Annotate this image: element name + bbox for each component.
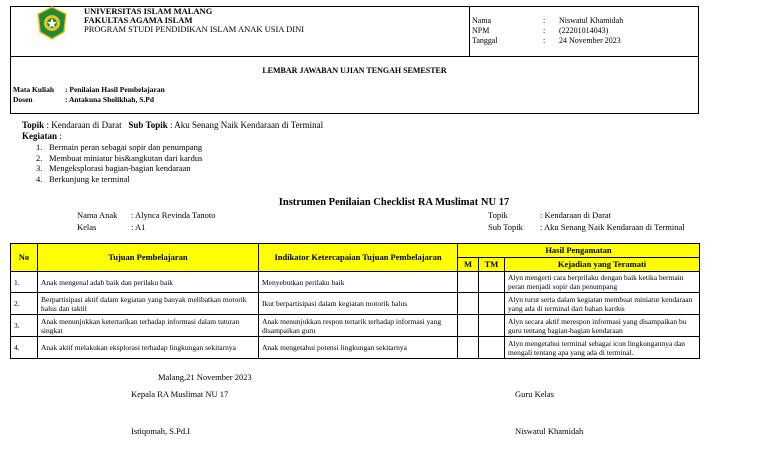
list-item — [36, 163, 202, 174]
kelas-label: Kelas — [77, 222, 97, 232]
col-m-header: M — [458, 258, 479, 272]
kegiatan-num: 1. — [36, 142, 43, 152]
kegiatan-list — [36, 142, 202, 184]
cell-m — [458, 272, 479, 293]
kegiatan-label: Kegiatan — [22, 131, 57, 141]
topik-value: : Kendaraan di Darat — [46, 120, 122, 130]
col-indikator-header: Indikator Ketercapaian Tujuan Pembelajaran — [259, 244, 458, 272]
topic-line — [22, 120, 323, 130]
cell-m — [458, 315, 479, 337]
university-name: UNIVERSITAS ISLAM MALANG — [84, 6, 213, 16]
student-npm-sep: : — [543, 26, 546, 35]
table-row — [11, 272, 700, 293]
col-kejadian-header: Kejadian yang Teramati — [505, 258, 700, 272]
student-name-value: Niswatul Khamidah — [559, 16, 624, 25]
student-npm-value: (22201014043) — [559, 26, 609, 35]
cell-tm — [479, 272, 505, 293]
lecturer-label: Dosen — [13, 95, 33, 104]
left-signer-title: Kepala RA Muslimat NU 17 — [131, 389, 229, 399]
student-name-sep: : — [543, 16, 546, 25]
lecturer-value: : Antakuna Sholikhah, S.Pd — [65, 95, 155, 104]
cell-indikator: Ikut berpartisipasi dalam kegiatan motorik halus — [259, 293, 458, 315]
observation-table — [10, 243, 700, 359]
list-item — [36, 174, 202, 185]
kelas-value: : A1 — [131, 222, 146, 232]
course-value: : Penilaian Hasil Pembelajaran — [65, 85, 165, 94]
kegiatan-num: 2. — [36, 152, 43, 163]
kegiatan-text: Berkunjung ke terminal — [49, 173, 130, 184]
kegiatan-text: Mengeksplorasi bagian-bagian kendaraan — [49, 163, 191, 173]
sheet-title: LEMBAR JAWABAN UJIAN TENGAH SEMESTER — [262, 66, 447, 75]
kegiatan-sep: : — [59, 131, 62, 141]
cell-tm — [479, 337, 505, 359]
cell-tujuan: Anak menunjukkan ketertarikan terhadap informasi dalam tuturan singkat — [38, 315, 259, 337]
table-row — [11, 293, 700, 315]
header-divider-vertical — [469, 7, 470, 56]
instrument-title: Instrumen Penilaian Checklist RA Muslimat NU 17 — [278, 197, 510, 208]
cell-indikator: Anak mengetahui potensi lingkungan sekitarnya — [259, 337, 458, 359]
left-signer-name: Istiqomah, S.Pd.I — [131, 426, 191, 436]
student-date-sep: : — [543, 36, 546, 45]
table-header-row — [11, 244, 700, 258]
right-signer-name: Niswatul Khamidah — [515, 426, 584, 436]
nama-anak-value: : Alynca Revinda Tanoto — [131, 210, 216, 220]
col-no-header: No — [11, 244, 38, 272]
program-name: PROGRAM STUDI PENDIDIKAN ISLAM ANAK USIA DINI — [84, 24, 305, 34]
right-signer-title: Guru Kelas — [515, 389, 554, 399]
cell-tujuan: Anak mengenal adab baik dan perilaku baik — [38, 272, 259, 293]
student-name-label: Nama — [472, 16, 492, 25]
cell-m — [458, 293, 479, 315]
subtopik-value: : Aku Senang Naik Kendaraan di Terminal — [169, 120, 324, 130]
cell-kejadian: Alyn mengerti cara berprilaku dengan baik ketika bermain peran menjadi sopir dan penumpang — [505, 272, 700, 293]
nama-anak-label: Nama Anak — [77, 210, 118, 220]
cell-kejadian: Alyn secara aktif merespon informasi yang disampaikan bu guru tentang bagian-bagian kendaraan — [505, 315, 700, 337]
table-row — [11, 315, 700, 337]
student-date-value: 24 November 2023 — [559, 36, 621, 45]
cell-tm — [479, 293, 505, 315]
instrument-subtopik-label: Sub Topik — [488, 222, 523, 232]
place-date: Malang,21 November 2023 — [158, 372, 252, 382]
course-label: Mata Kuliah — [13, 85, 55, 94]
list-item — [36, 153, 202, 164]
instrument-topik-label: Topik — [488, 210, 508, 220]
student-npm-label: NPM — [472, 26, 490, 35]
cell-m — [458, 337, 479, 359]
cell-tujuan: Anak aktif melakukan eksplorasi terhadap lingkungan sekitarnya — [38, 337, 259, 359]
cell-no: 3. — [11, 315, 38, 337]
instrument-topik-value: : Kendaraan di Darat — [540, 210, 612, 220]
cell-kejadian: Alyn turut serta dalam kegiatan membuat miniatur kendaraan yang ada di terminal dari bahan kardus — [505, 293, 700, 315]
cell-indikator: Anak menunjukkan respon tertarik terhadap informasi yang disampaikan guru — [259, 315, 458, 337]
cell-tujuan: Berpartisipasi aktif dalam kegiatan yang banyak melibatkan motorik halus dan taktil — [38, 293, 259, 315]
subtopik-label: Sub Topik — [128, 120, 168, 130]
cell-no: 2. — [11, 293, 38, 315]
kegiatan-heading — [22, 131, 62, 141]
student-date-label: Tanggal — [472, 36, 498, 45]
header-divider-horizontal — [11, 56, 698, 57]
kegiatan-num: 3. — [36, 163, 43, 173]
university-logo — [36, 6, 68, 40]
col-hasil-header: Hasil Pengamatan — [458, 244, 700, 258]
topik-label: Topik — [22, 120, 45, 130]
cell-kejadian: Alyn mengetahui terminal sebagai icon lingkungannya dan mengali tentang apa yang ada di terminal. — [505, 337, 700, 359]
table-row — [11, 337, 700, 359]
faculty-name: FAKULTAS AGAMA ISLAM — [84, 15, 193, 25]
col-tm-header: TM — [479, 258, 505, 272]
list-item — [36, 142, 202, 153]
instrument-subtopik-value: : Aku Senang Naik Kendaraan di Terminal — [540, 222, 685, 232]
kegiatan-text: Bermain peran sebagai sopir dan penumpang — [49, 142, 203, 152]
cell-no: 4. — [11, 337, 38, 359]
kegiatan-num: 4. — [36, 173, 43, 184]
cell-indikator: Menyebutkan perilaku baik — [259, 272, 458, 293]
kegiatan-text: Membuat miniatur bis&angkutan dari kardus — [49, 152, 203, 163]
col-tujuan-header: Tujuan Pembelajaran — [38, 244, 259, 272]
cell-no: 1. — [11, 272, 38, 293]
cell-tm — [479, 315, 505, 337]
